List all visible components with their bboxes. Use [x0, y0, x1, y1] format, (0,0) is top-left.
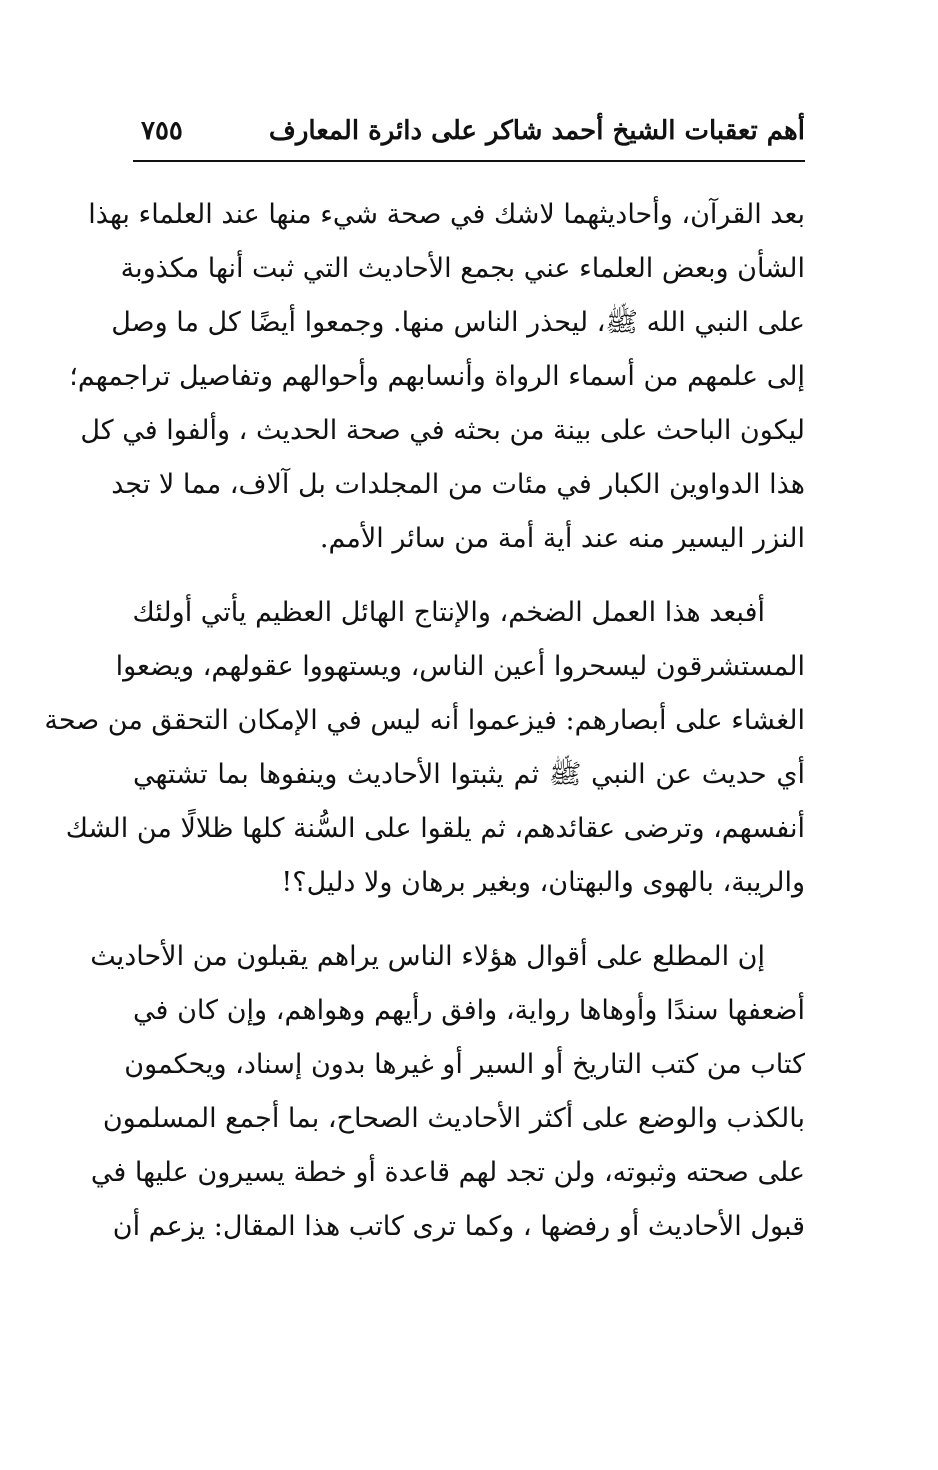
- page-number: ٧٥٥: [141, 116, 183, 146]
- running-header: [133, 112, 805, 162]
- paragraph-1: [69, 188, 805, 566]
- text-line: على النبي الله ﷺ، ليحذر الناس منها. وجمعوا أيضًا كل ما وصل: [111, 307, 805, 338]
- text-line: أضعفها سندًا وأوهاها رواية، وافق رأيهم وهواهم، وإن كان في: [133, 995, 805, 1026]
- text-line: على صحته وثبوته، ولن تجد لهم قاعدة أو خطة يسيرون عليها في: [90, 1157, 805, 1188]
- paragraph-2: [44, 586, 805, 910]
- text-line: بعد القرآن، وأحاديثهما لاشك في صحة شيء منها عند العلماء بهذا: [88, 199, 805, 230]
- text-line: والريبة، بالهوى والبهتان، وبغير برهان ولا دليل؟!: [281, 867, 805, 898]
- text-line: أنفسهم، وترضى عقائدهم، ثم يلقوا على السُّنة كلها ظلالًا من الشك: [65, 813, 805, 844]
- text-line: قبول الأحاديث أو رفضها ، وكما ترى كاتب هذا المقال: يزعم أن: [112, 1211, 805, 1242]
- text-line: أي حديث عن النبي ﷺ ثم يثبتوا الأحاديث وينفوها بما تشتهي: [133, 759, 805, 790]
- text-line: إن المطلع على أقوال هؤلاء الناس يراهم يقبلون من الأحاديث: [90, 941, 765, 972]
- text-line: المستشرقون ليسحروا أعين الناس، ويستهووا عقولهم، ويضعوا: [115, 651, 805, 682]
- text-line: إلى علمهم من أسماء الرواة وأنسابهم وأحوالهم وتفاصيل تراجمهم؛: [69, 361, 805, 392]
- text-line: كتاب من كتب التاريخ أو السير أو غيرها بدون إسناد، ويحكمون: [124, 1049, 805, 1080]
- text-line: هذا الدواوين الكبار في مئات من المجلدات بل آلاف، مما لا تجد: [111, 469, 805, 500]
- text-line: الغشاء على أبصارهم: فيزعموا أنه ليس في الإمكان التحقق من صحة: [44, 705, 805, 736]
- text-line: الشأن وبعض العلماء عني بجمع الأحاديث التي ثبت أنها مكذوبة: [120, 253, 805, 284]
- body-text: [44, 188, 805, 1274]
- running-title: أهم تعقبات الشيخ أحمد شاكر على دائرة المعارف: [268, 116, 805, 146]
- paragraph-3: [90, 930, 805, 1254]
- text-line: ليكون الباحث على بينة من بحثه في صحة الحديث ، وألفوا في كل: [80, 415, 805, 446]
- text-line: أفبعد هذا العمل الضخم، والإنتاج الهائل العظيم يأتي أولئك: [132, 597, 765, 628]
- text-line: النزر اليسير منه عند أية أمة من سائر الأمم.: [319, 523, 805, 554]
- text-line: بالكذب والوضع على أكثر الأحاديث الصحاح، بما أجمع المسلمون: [102, 1103, 805, 1134]
